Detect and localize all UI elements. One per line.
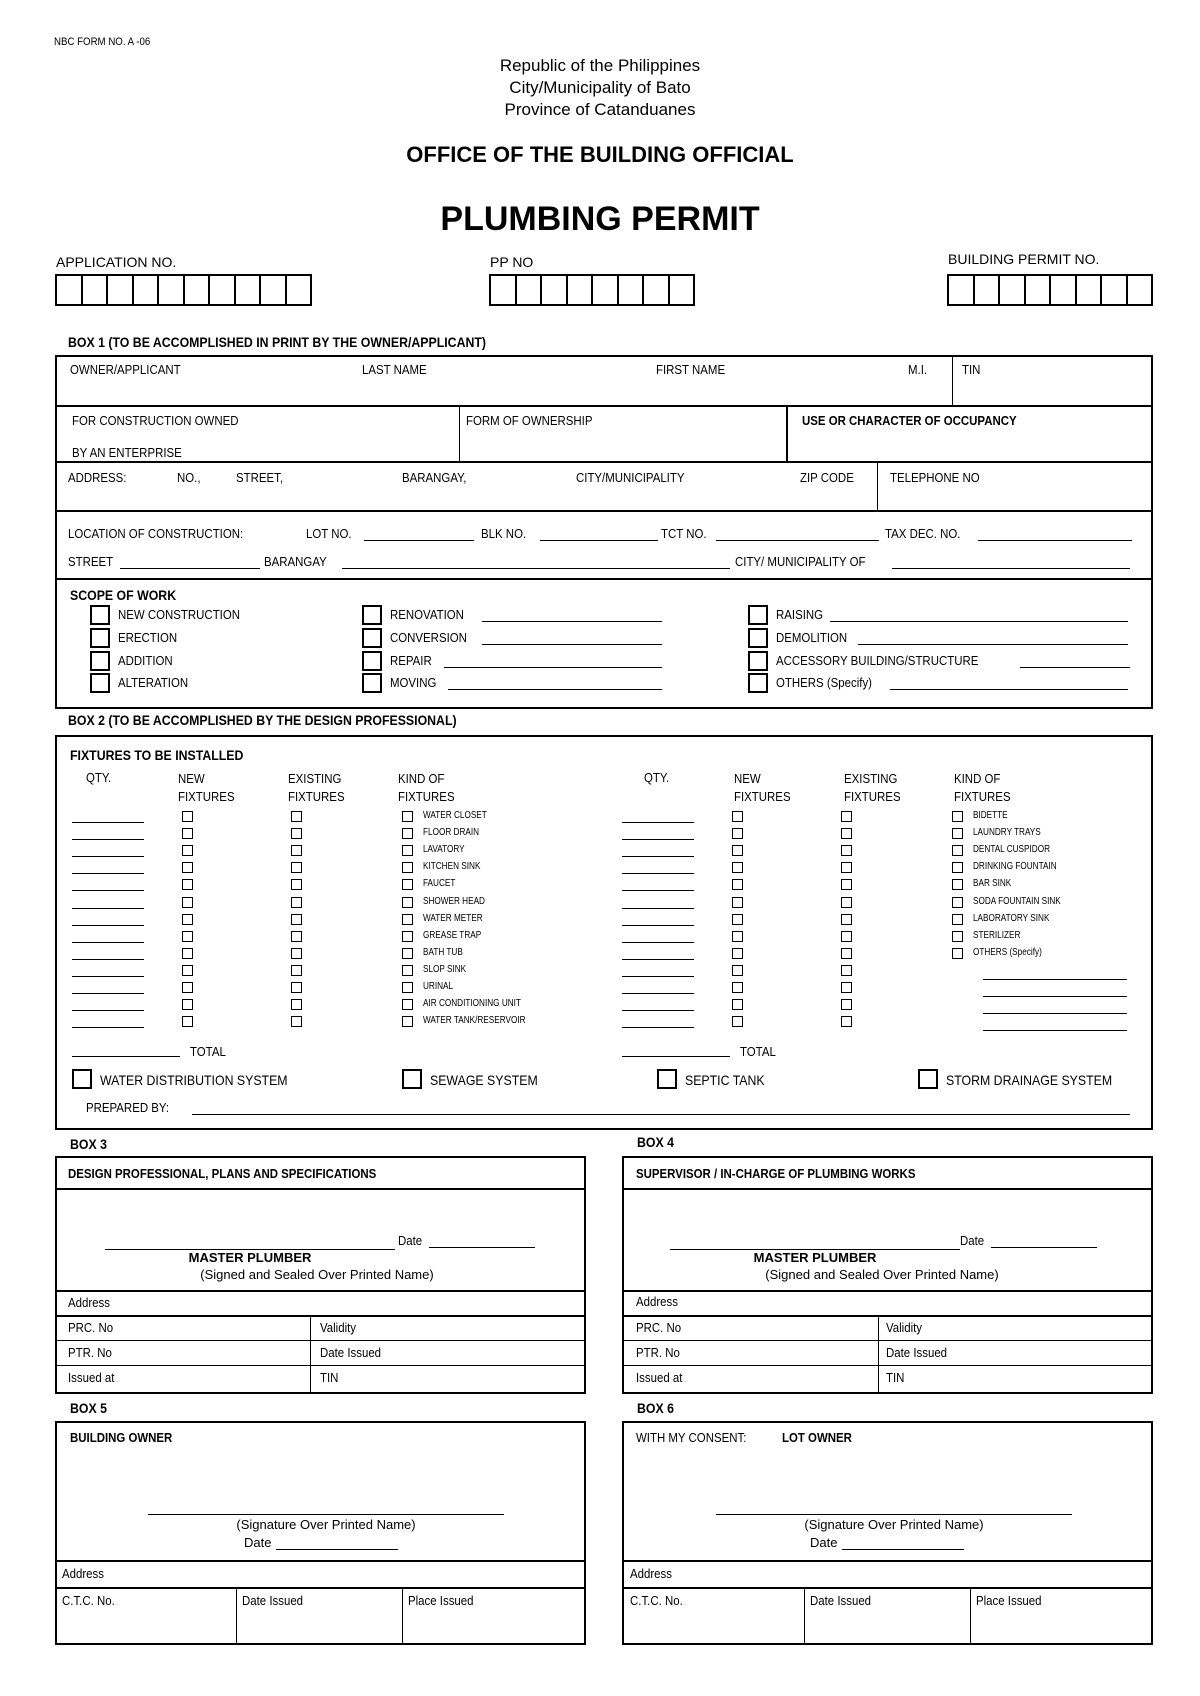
scope-renovation-checkbox[interactable] [362, 605, 382, 625]
left-qty-line[interactable] [72, 959, 144, 960]
pp-no-field[interactable] [489, 274, 695, 306]
box3-ptr-label: PTR. No [68, 1345, 112, 1360]
scope-conversion-label: CONVERSION [390, 630, 467, 645]
left-kind-fixture-checkbox[interactable] [402, 828, 413, 839]
box4-ptr-label: PTR. No [636, 1345, 680, 1360]
right-new-fixture-checkbox[interactable] [732, 931, 743, 942]
left-qty-line[interactable] [72, 1010, 144, 1011]
new-fixtures-header: NEW FIXTURES [178, 771, 235, 804]
existing-fixtures-header-right: EXISTING FIXTURES [844, 771, 901, 804]
tct-no-label: TCT NO. [661, 526, 707, 541]
box4-title: SUPERVISOR / IN-CHARGE OF PLUMBING WORKS [636, 1166, 916, 1181]
right-qty-line[interactable] [622, 1010, 694, 1011]
right-new-fixture-checkbox[interactable] [732, 862, 743, 873]
scope-repair-label: REPAIR [390, 653, 432, 668]
box2-title: BOX 2 (TO BE ACCOMPLISHED BY THE DESIGN PROFESSIONAL) [68, 712, 457, 728]
left-fixture-label: FLOOR DRAIN [423, 827, 480, 839]
left-existing-fixture-checkbox[interactable] [291, 897, 302, 908]
last-name-label: LAST NAME [362, 362, 427, 377]
tax-dec-label: TAX DEC. NO. [885, 526, 961, 541]
right-new-fixture-checkbox[interactable] [732, 948, 743, 959]
box5-address-label: Address [62, 1566, 104, 1581]
right-existing-fixture-checkbox[interactable] [841, 948, 852, 959]
septic-tank-checkbox[interactable] [657, 1069, 677, 1089]
right-existing-fixture-checkbox[interactable] [841, 897, 852, 908]
left-new-fixture-checkbox[interactable] [182, 862, 193, 873]
page-title: PLUMBING PERMIT [440, 200, 760, 238]
box6-date-label: Date [810, 1535, 838, 1550]
right-kind-fixture-checkbox[interactable] [952, 879, 963, 890]
left-existing-fixture-checkbox[interactable] [291, 948, 302, 959]
box4-tin-label: TIN [886, 1370, 905, 1385]
application-no-label: APPLICATION NO. [56, 254, 177, 270]
left-new-fixture-checkbox[interactable] [182, 828, 193, 839]
scope-accessory-label: ACCESSORY BUILDING/STRUCTURE [776, 653, 979, 668]
scope-erection-label: ERECTION [118, 630, 178, 645]
others-specify-line[interactable] [983, 996, 1127, 997]
box5-ctc-label: C.T.C. No. [62, 1593, 115, 1608]
left-qty-line[interactable] [72, 993, 144, 994]
right-existing-fixture-checkbox[interactable] [841, 999, 852, 1010]
telephone-label: TELEPHONE NO [890, 470, 980, 485]
right-existing-fixture-checkbox[interactable] [841, 845, 852, 856]
scope-others-label: OTHERS (Specify) [776, 675, 872, 690]
left-kind-fixture-checkbox[interactable] [402, 879, 413, 890]
right-qty-line[interactable] [622, 959, 694, 960]
left-fixture-label: WATER METER [423, 912, 483, 924]
form-number: NBC FORM NO. A -06 [54, 36, 151, 48]
box5-title: BUILDING OWNER [70, 1430, 173, 1445]
box5-label: BOX 5 [70, 1400, 107, 1416]
box5-place-issued-label: Place Issued [408, 1593, 474, 1608]
left-fixture-label: KITCHEN SINK [423, 861, 481, 873]
others-specify-line[interactable] [983, 1030, 1127, 1031]
box5-date-issued-label: Date Issued [242, 1593, 304, 1608]
left-kind-fixture-checkbox[interactable] [402, 862, 413, 873]
right-new-fixture-checkbox[interactable] [732, 879, 743, 890]
right-existing-fixture-checkbox[interactable] [841, 862, 852, 873]
header-republic: Republic of the Philippines [499, 56, 701, 75]
left-qty-line[interactable] [72, 1027, 144, 1028]
left-fixture-label: URINAL [423, 981, 454, 992]
scope-new-construction-checkbox[interactable] [90, 605, 110, 625]
total-label-right: TOTAL [740, 1044, 776, 1059]
total-label-left: TOTAL [190, 1044, 226, 1059]
header-city: City/Municipality of Bato [509, 78, 691, 97]
header-block [0, 55, 1200, 121]
right-qty-line[interactable] [622, 925, 694, 926]
left-existing-fixture-checkbox[interactable] [291, 811, 302, 822]
right-existing-fixture-checkbox[interactable] [841, 828, 852, 839]
box6-label: BOX 6 [637, 1400, 674, 1416]
right-fixture-label: BAR SINK [973, 878, 1012, 890]
scope-conversion-checkbox[interactable] [362, 628, 382, 648]
left-qty-line[interactable] [72, 925, 144, 926]
scope-moving-checkbox[interactable] [362, 673, 382, 693]
left-existing-fixture-checkbox[interactable] [291, 862, 302, 873]
right-existing-fixture-checkbox[interactable] [841, 1016, 852, 1027]
scope-others-checkbox[interactable] [748, 673, 768, 693]
left-kind-fixture-checkbox[interactable] [402, 948, 413, 959]
left-fixture-label: GREASE TRAP [423, 929, 482, 941]
box3-date-issued-label: Date Issued [320, 1345, 382, 1360]
right-qty-line[interactable] [622, 908, 694, 909]
box3-tin-label: TIN [320, 1370, 339, 1385]
left-new-fixture-checkbox[interactable] [182, 1016, 193, 1027]
left-new-fixture-checkbox[interactable] [182, 914, 193, 925]
right-qty-line[interactable] [622, 890, 694, 891]
right-existing-fixture-checkbox[interactable] [841, 931, 852, 942]
box3-address-label: Address [68, 1295, 110, 1310]
scope-raising-label: RAISING [776, 607, 824, 622]
building-permit-no-label: BUILDING PERMIT NO. [948, 251, 1100, 267]
box3-date-label: Date [398, 1233, 423, 1248]
scope-raising-checkbox[interactable] [748, 605, 768, 625]
right-qty-line[interactable] [622, 976, 694, 977]
scope-accessory-checkbox[interactable] [748, 651, 768, 671]
office-title: OFFICE OF THE BUILDING OFFICIAL [406, 142, 794, 167]
right-existing-fixture-checkbox[interactable] [841, 811, 852, 822]
right-new-fixture-checkbox[interactable] [732, 828, 743, 839]
right-fixture-label: LABORATORY SINK [973, 912, 1050, 924]
scope-new-construction-label: NEW CONSTRUCTION [118, 607, 241, 622]
left-existing-fixture-checkbox[interactable] [291, 828, 302, 839]
by-enterprise-label: BY AN ENTERPRISE [72, 445, 182, 460]
others-specify-line[interactable] [983, 979, 1127, 980]
left-fixture-label: SHOWER HEAD [423, 895, 485, 907]
water-distribution-label: WATER DISTRIBUTION SYSTEM [100, 1072, 288, 1088]
blk-no-label: BLK NO. [481, 526, 527, 541]
pp-no-label: PP NO [490, 254, 534, 270]
right-kind-fixture-checkbox[interactable] [952, 948, 963, 959]
left-qty-line[interactable] [72, 890, 144, 891]
left-existing-fixture-checkbox[interactable] [291, 845, 302, 856]
box4-date-label: Date [960, 1233, 985, 1248]
right-qty-line[interactable] [622, 873, 694, 874]
left-fixture-label: WATER CLOSET [423, 810, 487, 821]
left-existing-fixture-checkbox[interactable] [291, 914, 302, 925]
right-new-fixture-checkbox[interactable] [732, 914, 743, 925]
left-new-fixture-checkbox[interactable] [182, 845, 193, 856]
left-qty-line[interactable] [72, 908, 144, 909]
address-no-label: NO., [177, 470, 201, 485]
right-existing-fixture-checkbox[interactable] [841, 965, 852, 976]
left-existing-fixture-checkbox[interactable] [291, 982, 302, 993]
box6-consent-label: WITH MY CONSENT: [636, 1430, 747, 1445]
scope-title: SCOPE OF WORK [70, 587, 177, 603]
scope-moving-label: MOVING [390, 675, 437, 690]
right-new-fixture-checkbox[interactable] [732, 999, 743, 1010]
right-fixture-label: LAUNDRY TRAYS [973, 827, 1041, 839]
box3-signed: (Signed and Sealed Over Printed Name) [200, 1267, 434, 1282]
scope-erection-checkbox[interactable] [90, 628, 110, 648]
left-new-fixture-checkbox[interactable] [182, 811, 193, 822]
left-qty-line[interactable] [72, 822, 144, 823]
box4-role: MASTER PLUMBER [753, 1250, 877, 1265]
fixtures-title: FIXTURES TO BE INSTALLED [70, 747, 244, 763]
right-kind-fixture-checkbox[interactable] [952, 828, 963, 839]
left-fixture-label: SLOP SINK [423, 963, 467, 975]
location-label: LOCATION OF CONSTRUCTION: [68, 526, 244, 541]
left-qty-line[interactable] [72, 976, 144, 977]
header-province: Province of Catanduanes [504, 100, 696, 119]
left-new-fixture-checkbox[interactable] [182, 897, 193, 908]
left-qty-line[interactable] [72, 839, 144, 840]
box5 [55, 1421, 586, 1645]
scope-alteration-label: ALTERATION [118, 675, 189, 690]
address-street-label: STREET, [236, 470, 284, 485]
for-construction-label: FOR CONSTRUCTION OWNED [72, 413, 239, 428]
building-permit-no-field[interactable] [947, 274, 1153, 306]
qty-header-right: QTY. [644, 770, 670, 785]
right-qty-line[interactable] [622, 993, 694, 994]
address-barangay-label: BARANGAY, [402, 470, 467, 485]
box6-signature-caption: (Signature Over Printed Name) [804, 1517, 984, 1532]
left-new-fixture-checkbox[interactable] [182, 931, 193, 942]
left-existing-fixture-checkbox[interactable] [291, 965, 302, 976]
owner-applicant-label: OWNER/APPLICANT [70, 362, 181, 377]
kind-fixtures-header-right: KIND OF FIXTURES [954, 771, 1011, 804]
left-kind-fixture-checkbox[interactable] [402, 1016, 413, 1027]
city-of-label: CITY/ MUNICIPALITY OF [735, 554, 866, 569]
left-fixture-label: FAUCET [423, 878, 456, 890]
application-no-field[interactable] [55, 274, 312, 306]
right-kind-fixture-checkbox[interactable] [952, 845, 963, 856]
box4-label: BOX 4 [637, 1134, 674, 1150]
left-existing-fixture-checkbox[interactable] [291, 879, 302, 890]
box6-place-issued-label: Place Issued [976, 1593, 1042, 1608]
box4-validity-label: Validity [886, 1320, 923, 1335]
box3-prc-label: PRC. No [68, 1320, 114, 1335]
box6-address-label: Address [630, 1566, 672, 1581]
right-new-fixture-checkbox[interactable] [732, 897, 743, 908]
scope-renovation-label: RENOVATION [390, 607, 464, 622]
storm-drainage-checkbox[interactable] [918, 1069, 938, 1089]
others-specify-line[interactable] [983, 1013, 1127, 1014]
scope-repair-checkbox[interactable] [362, 651, 382, 671]
right-kind-fixture-checkbox[interactable] [952, 931, 963, 942]
box3-role: MASTER PLUMBER [188, 1250, 312, 1265]
left-existing-fixture-checkbox[interactable] [291, 1016, 302, 1027]
right-existing-fixture-checkbox[interactable] [841, 982, 852, 993]
left-fixture-label: WATER TANK/RESERVOIR [423, 1015, 526, 1027]
left-kind-fixture-checkbox[interactable] [402, 811, 413, 822]
box6-ctc-label: C.T.C. No. [630, 1593, 683, 1608]
left-new-fixture-checkbox[interactable] [182, 948, 193, 959]
left-new-fixture-checkbox[interactable] [182, 879, 193, 890]
barangay-label: BARANGAY [264, 554, 327, 569]
box6-date-issued-label: Date Issued [810, 1593, 872, 1608]
right-fixture-label: OTHERS (Specify) [973, 946, 1042, 958]
address-label: ADDRESS: [68, 470, 127, 485]
box4-prc-label: PRC. No [636, 1320, 682, 1335]
right-qty-line[interactable] [622, 839, 694, 840]
box3-issued-at-label: Issued at [68, 1370, 115, 1385]
box3-title: DESIGN PROFESSIONAL, PLANS AND SPECIFICATIONS [68, 1166, 377, 1181]
septic-tank-label: SEPTIC TANK [685, 1072, 765, 1088]
right-fixture-label: DRINKING FOUNTAIN [973, 861, 1057, 873]
scope-addition-checkbox[interactable] [90, 651, 110, 671]
box1-title: BOX 1 (TO BE ACCOMPLISHED IN PRINT BY THE OWNER/APPLICANT) [68, 334, 486, 350]
left-kind-fixture-checkbox[interactable] [402, 897, 413, 908]
right-qty-line[interactable] [622, 856, 694, 857]
sewage-system-checkbox[interactable] [402, 1069, 422, 1089]
right-fixture-label: SODA FOUNTAIN SINK [973, 895, 1061, 907]
left-fixture-label: LAVATORY [423, 844, 465, 856]
new-fixtures-header-right: NEW FIXTURES [734, 771, 791, 804]
left-qty-line[interactable] [72, 873, 144, 874]
street-label: STREET [68, 554, 114, 569]
box6 [622, 1421, 1153, 1645]
left-new-fixture-checkbox[interactable] [182, 982, 193, 993]
right-kind-fixture-checkbox[interactable] [952, 862, 963, 873]
right-new-fixture-checkbox[interactable] [732, 811, 743, 822]
right-new-fixture-checkbox[interactable] [732, 1016, 743, 1027]
left-kind-fixture-checkbox[interactable] [402, 845, 413, 856]
form-of-ownership-label: FORM OF OWNERSHIP [466, 413, 593, 428]
box3-validity-label: Validity [320, 1320, 357, 1335]
box3-label: BOX 3 [70, 1136, 107, 1152]
storm-drainage-label: STORM DRAINAGE SYSTEM [946, 1072, 1113, 1088]
scope-demolition-checkbox[interactable] [748, 628, 768, 648]
scope-alteration-checkbox[interactable] [90, 673, 110, 693]
left-new-fixture-checkbox[interactable] [182, 965, 193, 976]
mi-label: M.I. [908, 362, 928, 377]
right-new-fixture-checkbox[interactable] [732, 845, 743, 856]
existing-fixtures-header: EXISTING FIXTURES [288, 771, 345, 804]
right-existing-fixture-checkbox[interactable] [841, 914, 852, 925]
kind-fixtures-header: KIND OF FIXTURES [398, 771, 455, 804]
scope-addition-label: ADDITION [118, 653, 173, 668]
qty-header: QTY. [86, 770, 112, 785]
left-new-fixture-checkbox[interactable] [182, 999, 193, 1010]
left-existing-fixture-checkbox[interactable] [291, 931, 302, 942]
right-fixture-label: BIDETTE [973, 810, 1008, 821]
prepared-by-label: PREPARED BY: [86, 1100, 170, 1115]
right-new-fixture-checkbox[interactable] [732, 982, 743, 993]
box6-title: LOT OWNER [782, 1430, 852, 1445]
box4-signed: (Signed and Sealed Over Printed Name) [765, 1267, 999, 1282]
use-occupancy-label: USE OR CHARACTER OF OCCUPANCY [802, 413, 1017, 428]
lot-no-label: LOT NO. [306, 526, 352, 541]
left-qty-line[interactable] [72, 942, 144, 943]
right-kind-fixture-checkbox[interactable] [952, 914, 963, 925]
left-qty-line[interactable] [72, 856, 144, 857]
box5-date-label: Date [244, 1535, 272, 1550]
box4-address-label: Address [636, 1294, 678, 1309]
left-existing-fixture-checkbox[interactable] [291, 999, 302, 1010]
left-kind-fixture-checkbox[interactable] [402, 999, 413, 1010]
left-kind-fixture-checkbox[interactable] [402, 982, 413, 993]
water-distribution-checkbox[interactable] [72, 1069, 92, 1089]
left-kind-fixture-checkbox[interactable] [402, 931, 413, 942]
address-city-label: CITY/MUNICIPALITY [576, 470, 685, 485]
sewage-system-label: SEWAGE SYSTEM [430, 1072, 538, 1088]
left-kind-fixture-checkbox[interactable] [402, 965, 413, 976]
right-qty-line[interactable] [622, 822, 694, 823]
left-fixture-label: AIR CONDITIONING UNIT [423, 998, 521, 1010]
box4-issued-at-label: Issued at [636, 1370, 683, 1385]
box5-signature-caption: (Signature Over Printed Name) [236, 1517, 416, 1532]
right-new-fixture-checkbox[interactable] [732, 965, 743, 976]
right-existing-fixture-checkbox[interactable] [841, 879, 852, 890]
tin-label: TIN [962, 362, 981, 377]
right-fixture-label: DENTAL CUSPIDOR [973, 844, 1051, 856]
right-qty-line[interactable] [622, 942, 694, 943]
left-fixture-label: BATH TUB [423, 946, 463, 958]
right-qty-line[interactable] [622, 1027, 694, 1028]
box4-date-issued-label: Date Issued [886, 1345, 948, 1360]
scope-demolition-label: DEMOLITION [776, 630, 848, 645]
left-kind-fixture-checkbox[interactable] [402, 914, 413, 925]
right-fixture-label: STERILIZER [973, 929, 1021, 941]
first-name-label: FIRST NAME [656, 362, 726, 377]
right-kind-fixture-checkbox[interactable] [952, 811, 963, 822]
right-kind-fixture-checkbox[interactable] [952, 897, 963, 908]
zip-code-label: ZIP CODE [800, 470, 854, 485]
